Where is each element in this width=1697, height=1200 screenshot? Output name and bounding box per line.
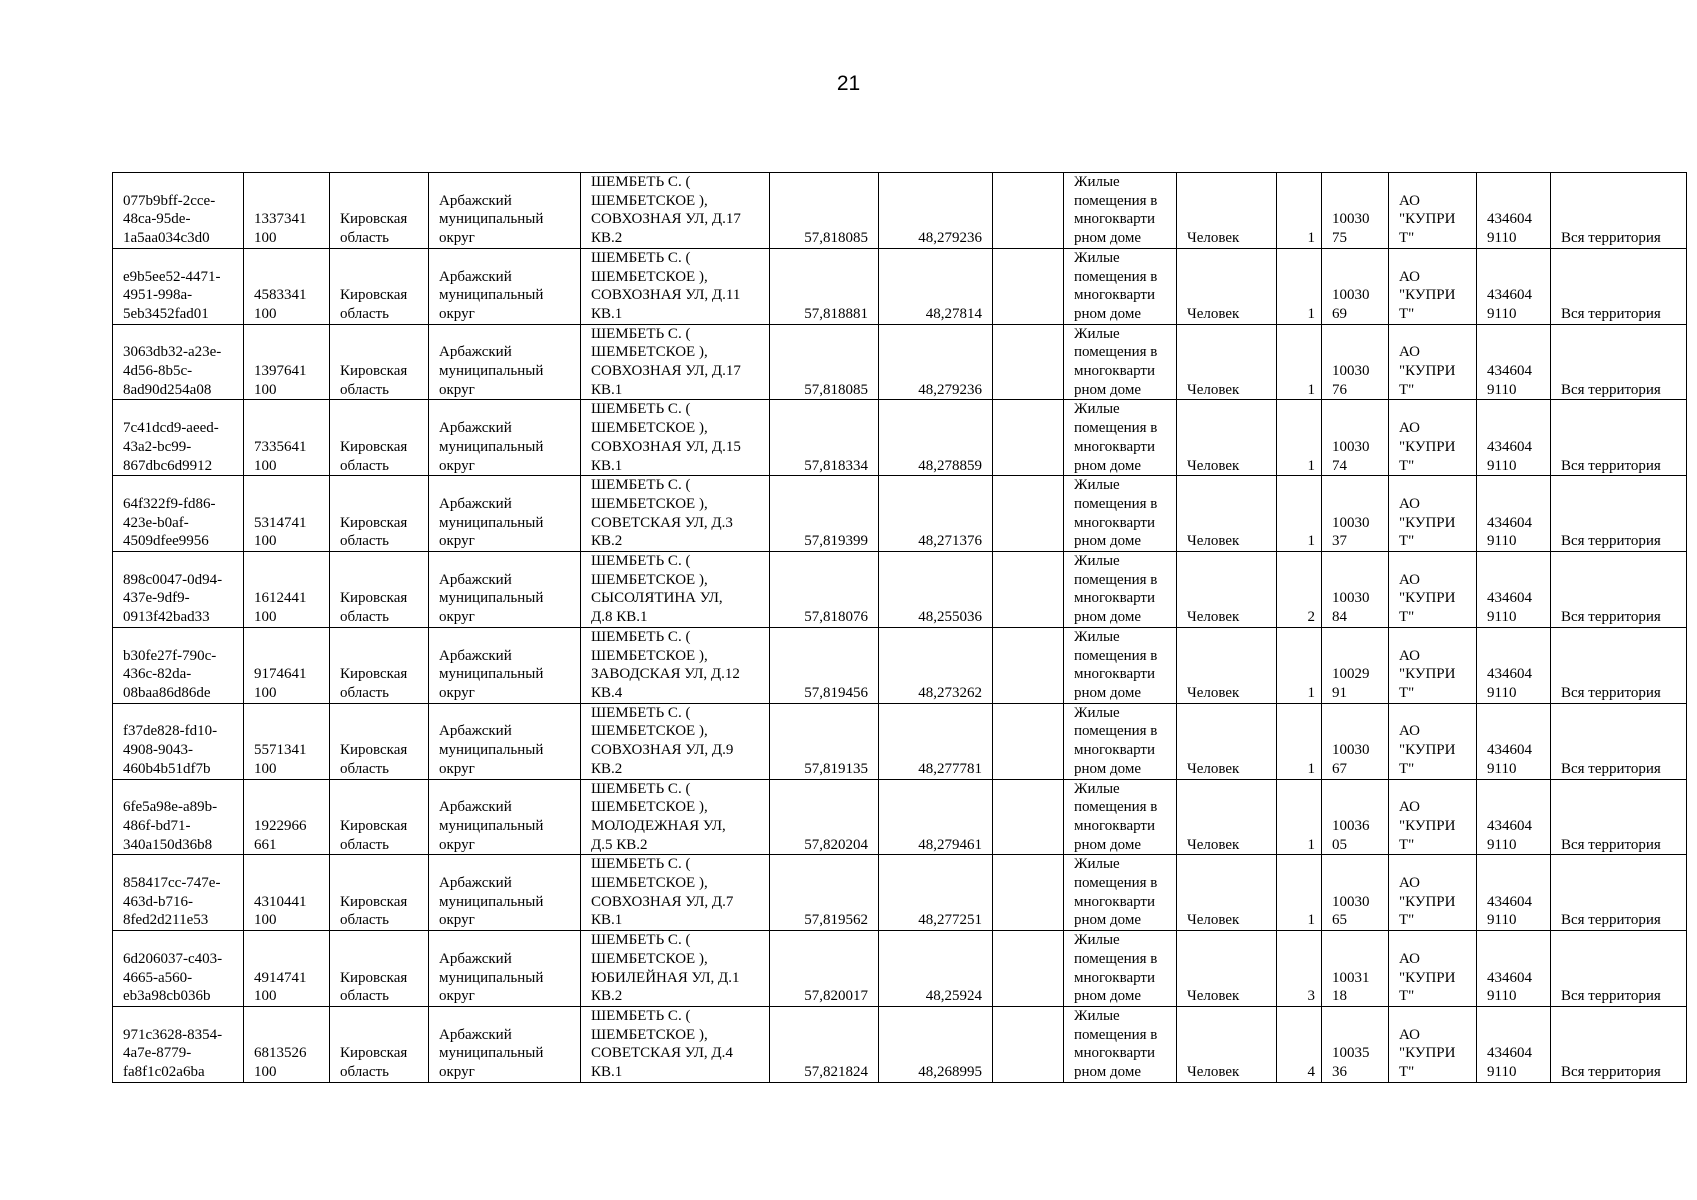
cell-organization: АО "КУПРИ Т" [1389, 1006, 1477, 1082]
table-row [113, 476, 1687, 552]
cell-latitude: 57,821824 [770, 1006, 879, 1082]
cell-unit: Человек [1177, 552, 1277, 628]
cell-count: 4 [1277, 1006, 1322, 1082]
cell-count: 1 [1277, 400, 1322, 476]
cell-region: Кировская область [330, 931, 429, 1007]
cell-count: 1 [1277, 703, 1322, 779]
cell-empty [993, 855, 1064, 931]
cell-region: Кировская область [330, 173, 429, 249]
cell-inn: 434604 9110 [1477, 855, 1551, 931]
cell-unit: Человек [1177, 173, 1277, 249]
cell-object-id: 6fe5a98e-a89b- 486f-bd71- 340a150d36b8 [113, 779, 244, 855]
cell-purpose: Жилые помещения в многокварти рном доме [1064, 931, 1177, 1007]
cell-inn: 434604 9110 [1477, 248, 1551, 324]
cell-purpose: Жилые помещения в многокварти рном доме [1064, 627, 1177, 703]
cell-purpose: Жилые помещения в многокварти рном доме [1064, 400, 1177, 476]
cell-inn: 434604 9110 [1477, 476, 1551, 552]
cell-territory: Вся территория [1551, 627, 1687, 703]
cell-code: 5314741 100 [244, 476, 330, 552]
cell-object-id: 077b9bff-2cce- 48ca-95de- 1a5aa034c3d0 [113, 173, 244, 249]
cell-inn: 434604 9110 [1477, 173, 1551, 249]
cell-latitude: 57,819135 [770, 703, 879, 779]
table-row [113, 400, 1687, 476]
cell-empty [993, 703, 1064, 779]
cell-organization: АО "КУПРИ Т" [1389, 476, 1477, 552]
cell-region: Кировская область [330, 324, 429, 400]
cell-reference: 10030 37 [1322, 476, 1389, 552]
table-row [113, 931, 1687, 1007]
cell-region: Кировская область [330, 248, 429, 324]
cell-district: Арбажский муниципальный округ [429, 855, 581, 931]
cell-latitude: 57,818085 [770, 324, 879, 400]
cell-object-id: 971c3628-8354- 4a7e-8779- fa8f1c02a6ba [113, 1006, 244, 1082]
cell-reference: 10030 69 [1322, 248, 1389, 324]
cell-region: Кировская область [330, 779, 429, 855]
cell-region: Кировская область [330, 400, 429, 476]
cell-territory: Вся территория [1551, 703, 1687, 779]
cell-longitude: 48,277781 [879, 703, 993, 779]
cell-inn: 434604 9110 [1477, 703, 1551, 779]
cell-unit: Человек [1177, 779, 1277, 855]
cell-code: 1612441 100 [244, 552, 330, 628]
cell-count: 1 [1277, 248, 1322, 324]
cell-territory: Вся территория [1551, 931, 1687, 1007]
cell-district: Арбажский муниципальный округ [429, 931, 581, 1007]
cell-purpose: Жилые помещения в многокварти рном доме [1064, 855, 1177, 931]
cell-object-id: 858417cc-747e- 463d-b716- 8fed2d211e53 [113, 855, 244, 931]
cell-district: Арбажский муниципальный округ [429, 248, 581, 324]
cell-territory: Вся территория [1551, 476, 1687, 552]
cell-address: ШЕМБЕТЬ С. ( ШЕМБЕТСКОЕ ), ЮБИЛЕЙНАЯ УЛ, Д.1 КВ.2 [581, 931, 770, 1007]
cell-purpose: Жилые помещения в многокварти рном доме [1064, 248, 1177, 324]
cell-count: 1 [1277, 324, 1322, 400]
cell-latitude: 57,819456 [770, 627, 879, 703]
cell-inn: 434604 9110 [1477, 1006, 1551, 1082]
cell-latitude: 57,818076 [770, 552, 879, 628]
cell-longitude: 48,279461 [879, 779, 993, 855]
table-row [113, 324, 1687, 400]
cell-purpose: Жилые помещения в многокварти рном доме [1064, 703, 1177, 779]
cell-purpose: Жилые помещения в многокварти рном доме [1064, 173, 1177, 249]
cell-count: 1 [1277, 627, 1322, 703]
cell-address: ШЕМБЕТЬ С. ( ШЕМБЕТСКОЕ ), МОЛОДЕЖНАЯ УЛ, Д.5 КВ.2 [581, 779, 770, 855]
cell-reference: 10029 91 [1322, 627, 1389, 703]
table-row [113, 703, 1687, 779]
cell-territory: Вся территория [1551, 552, 1687, 628]
cell-longitude: 48,268995 [879, 1006, 993, 1082]
cell-region: Кировская область [330, 855, 429, 931]
cell-region: Кировская область [330, 552, 429, 628]
cell-object-id: 898c0047-0d94- 437e-9df9- 0913f42bad33 [113, 552, 244, 628]
cell-latitude: 57,818334 [770, 400, 879, 476]
cell-latitude: 57,819399 [770, 476, 879, 552]
cell-empty [993, 931, 1064, 1007]
cell-empty [993, 173, 1064, 249]
cell-count: 1 [1277, 779, 1322, 855]
cell-organization: АО "КУПРИ Т" [1389, 400, 1477, 476]
cell-region: Кировская область [330, 476, 429, 552]
cell-object-id: b30fe27f-790c- 436c-82da- 08baa86d86de [113, 627, 244, 703]
cell-longitude: 48,25924 [879, 931, 993, 1007]
cell-empty [993, 779, 1064, 855]
cell-inn: 434604 9110 [1477, 324, 1551, 400]
cell-unit: Человек [1177, 324, 1277, 400]
cell-address: ШЕМБЕТЬ С. ( ШЕМБЕТСКОЕ ), СОВХОЗНАЯ УЛ, Д.17 КВ.2 [581, 173, 770, 249]
cell-unit: Человек [1177, 476, 1277, 552]
cell-code: 6813526 100 [244, 1006, 330, 1082]
cell-empty [993, 627, 1064, 703]
cell-district: Арбажский муниципальный округ [429, 703, 581, 779]
cell-empty [993, 400, 1064, 476]
cell-reference: 10036 05 [1322, 779, 1389, 855]
cell-count: 3 [1277, 931, 1322, 1007]
cell-organization: АО "КУПРИ Т" [1389, 324, 1477, 400]
cell-count: 2 [1277, 552, 1322, 628]
cell-longitude: 48,27814 [879, 248, 993, 324]
cell-inn: 434604 9110 [1477, 931, 1551, 1007]
cell-address: ШЕМБЕТЬ С. ( ШЕМБЕТСКОЕ ), СОВЕТСКАЯ УЛ, Д.3 КВ.2 [581, 476, 770, 552]
registry-table [112, 172, 1687, 1083]
cell-unit: Человек [1177, 627, 1277, 703]
cell-code: 4914741 100 [244, 931, 330, 1007]
cell-object-id: f37de828-fd10- 4908-9043- 460b4b51df7b [113, 703, 244, 779]
cell-count: 1 [1277, 855, 1322, 931]
cell-latitude: 57,820204 [770, 779, 879, 855]
cell-organization: АО "КУПРИ Т" [1389, 931, 1477, 1007]
cell-organization: АО "КУПРИ Т" [1389, 855, 1477, 931]
cell-address: ШЕМБЕТЬ С. ( ШЕМБЕТСКОЕ ), СОВХОЗНАЯ УЛ, Д.17 КВ.1 [581, 324, 770, 400]
table-body [113, 173, 1687, 1083]
cell-reference: 10035 36 [1322, 1006, 1389, 1082]
cell-organization: АО "КУПРИ Т" [1389, 627, 1477, 703]
cell-empty [993, 476, 1064, 552]
cell-code: 4583341 100 [244, 248, 330, 324]
cell-organization: АО "КУПРИ Т" [1389, 248, 1477, 324]
cell-address: ШЕМБЕТЬ С. ( ШЕМБЕТСКОЕ ), СОВХОЗНАЯ УЛ, Д.7 КВ.1 [581, 855, 770, 931]
cell-empty [993, 1006, 1064, 1082]
cell-code: 1922966 661 [244, 779, 330, 855]
cell-unit: Человек [1177, 400, 1277, 476]
cell-reference: 10030 74 [1322, 400, 1389, 476]
cell-district: Арбажский муниципальный округ [429, 627, 581, 703]
cell-code: 9174641 100 [244, 627, 330, 703]
cell-object-id: 3063db32-a23e- 4d56-8b5c- 8ad90d254a08 [113, 324, 244, 400]
cell-district: Арбажский муниципальный округ [429, 400, 581, 476]
cell-latitude: 57,818085 [770, 173, 879, 249]
cell-empty [993, 248, 1064, 324]
cell-organization: АО "КУПРИ Т" [1389, 552, 1477, 628]
cell-count: 1 [1277, 173, 1322, 249]
cell-longitude: 48,255036 [879, 552, 993, 628]
cell-territory: Вся территория [1551, 400, 1687, 476]
cell-purpose: Жилые помещения в многокварти рном доме [1064, 324, 1177, 400]
cell-address: ШЕМБЕТЬ С. ( ШЕМБЕТСКОЕ ), СОВХОЗНАЯ УЛ, Д.11 КВ.1 [581, 248, 770, 324]
cell-district: Арбажский муниципальный округ [429, 324, 581, 400]
cell-organization: АО "КУПРИ Т" [1389, 173, 1477, 249]
cell-territory: Вся территория [1551, 248, 1687, 324]
cell-object-id: 6d206037-c403- 4665-a560- eb3a98cb036b [113, 931, 244, 1007]
cell-latitude: 57,819562 [770, 855, 879, 931]
table-row [113, 1006, 1687, 1082]
cell-region: Кировская область [330, 627, 429, 703]
cell-purpose: Жилые помещения в многокварти рном доме [1064, 1006, 1177, 1082]
cell-longitude: 48,278859 [879, 400, 993, 476]
table-row [113, 627, 1687, 703]
cell-district: Арбажский муниципальный округ [429, 552, 581, 628]
cell-reference: 10030 65 [1322, 855, 1389, 931]
cell-district: Арбажский муниципальный округ [429, 476, 581, 552]
cell-address: ШЕМБЕТЬ С. ( ШЕМБЕТСКОЕ ), СОВЕТСКАЯ УЛ, Д.4 КВ.1 [581, 1006, 770, 1082]
cell-inn: 434604 9110 [1477, 627, 1551, 703]
cell-code: 4310441 100 [244, 855, 330, 931]
cell-district: Арбажский муниципальный округ [429, 779, 581, 855]
cell-reference: 10030 75 [1322, 173, 1389, 249]
cell-latitude: 57,818881 [770, 248, 879, 324]
cell-address: ШЕМБЕТЬ С. ( ШЕМБЕТСКОЕ ), СОВХОЗНАЯ УЛ, Д.15 КВ.1 [581, 400, 770, 476]
cell-purpose: Жилые помещения в многокварти рном доме [1064, 552, 1177, 628]
cell-inn: 434604 9110 [1477, 779, 1551, 855]
cell-unit: Человек [1177, 1006, 1277, 1082]
cell-inn: 434604 9110 [1477, 552, 1551, 628]
cell-longitude: 48,279236 [879, 324, 993, 400]
cell-inn: 434604 9110 [1477, 400, 1551, 476]
cell-longitude: 48,277251 [879, 855, 993, 931]
cell-object-id: 7c41dcd9-aeed- 43a2-bc99- 867dbc6d9912 [113, 400, 244, 476]
table-row [113, 552, 1687, 628]
table-row [113, 173, 1687, 249]
cell-empty [993, 552, 1064, 628]
cell-address: ШЕМБЕТЬ С. ( ШЕМБЕТСКОЕ ), СОВХОЗНАЯ УЛ, Д.9 КВ.2 [581, 703, 770, 779]
cell-unit: Человек [1177, 931, 1277, 1007]
table-row [113, 248, 1687, 324]
cell-longitude: 48,273262 [879, 627, 993, 703]
cell-object-id: 64f322f9-fd86- 423e-b0af- 4509dfee9956 [113, 476, 244, 552]
cell-purpose: Жилые помещения в многокварти рном доме [1064, 476, 1177, 552]
cell-region: Кировская область [330, 1006, 429, 1082]
cell-code: 7335641 100 [244, 400, 330, 476]
cell-unit: Человек [1177, 248, 1277, 324]
cell-code: 5571341 100 [244, 703, 330, 779]
cell-longitude: 48,271376 [879, 476, 993, 552]
cell-count: 1 [1277, 476, 1322, 552]
page-number: 21 [836, 72, 861, 95]
cell-latitude: 57,820017 [770, 931, 879, 1007]
cell-longitude: 48,279236 [879, 173, 993, 249]
cell-purpose: Жилые помещения в многокварти рном доме [1064, 779, 1177, 855]
table-row [113, 855, 1687, 931]
cell-address: ШЕМБЕТЬ С. ( ШЕМБЕТСКОЕ ), СЫСОЛЯТИНА УЛ, Д.8 КВ.1 [581, 552, 770, 628]
cell-organization: АО "КУПРИ Т" [1389, 703, 1477, 779]
cell-district: Арбажский муниципальный округ [429, 1006, 581, 1082]
table-row [113, 779, 1687, 855]
cell-organization: АО "КУПРИ Т" [1389, 779, 1477, 855]
cell-district: Арбажский муниципальный округ [429, 173, 581, 249]
cell-territory: Вся территория [1551, 855, 1687, 931]
cell-territory: Вся территория [1551, 779, 1687, 855]
cell-unit: Человек [1177, 855, 1277, 931]
cell-unit: Человек [1177, 703, 1277, 779]
cell-reference: 10030 84 [1322, 552, 1389, 628]
cell-territory: Вся территория [1551, 173, 1687, 249]
cell-territory: Вся территория [1551, 1006, 1687, 1082]
cell-object-id: e9b5ee52-4471- 4951-998a- 5eb3452fad01 [113, 248, 244, 324]
cell-reference: 10030 76 [1322, 324, 1389, 400]
cell-address: ШЕМБЕТЬ С. ( ШЕМБЕТСКОЕ ), ЗАВОДСКАЯ УЛ, Д.12 КВ.4 [581, 627, 770, 703]
cell-territory: Вся территория [1551, 324, 1687, 400]
cell-reference: 10031 18 [1322, 931, 1389, 1007]
cell-empty [993, 324, 1064, 400]
cell-code: 1337341 100 [244, 173, 330, 249]
cell-region: Кировская область [330, 703, 429, 779]
cell-reference: 10030 67 [1322, 703, 1389, 779]
cell-code: 1397641 100 [244, 324, 330, 400]
